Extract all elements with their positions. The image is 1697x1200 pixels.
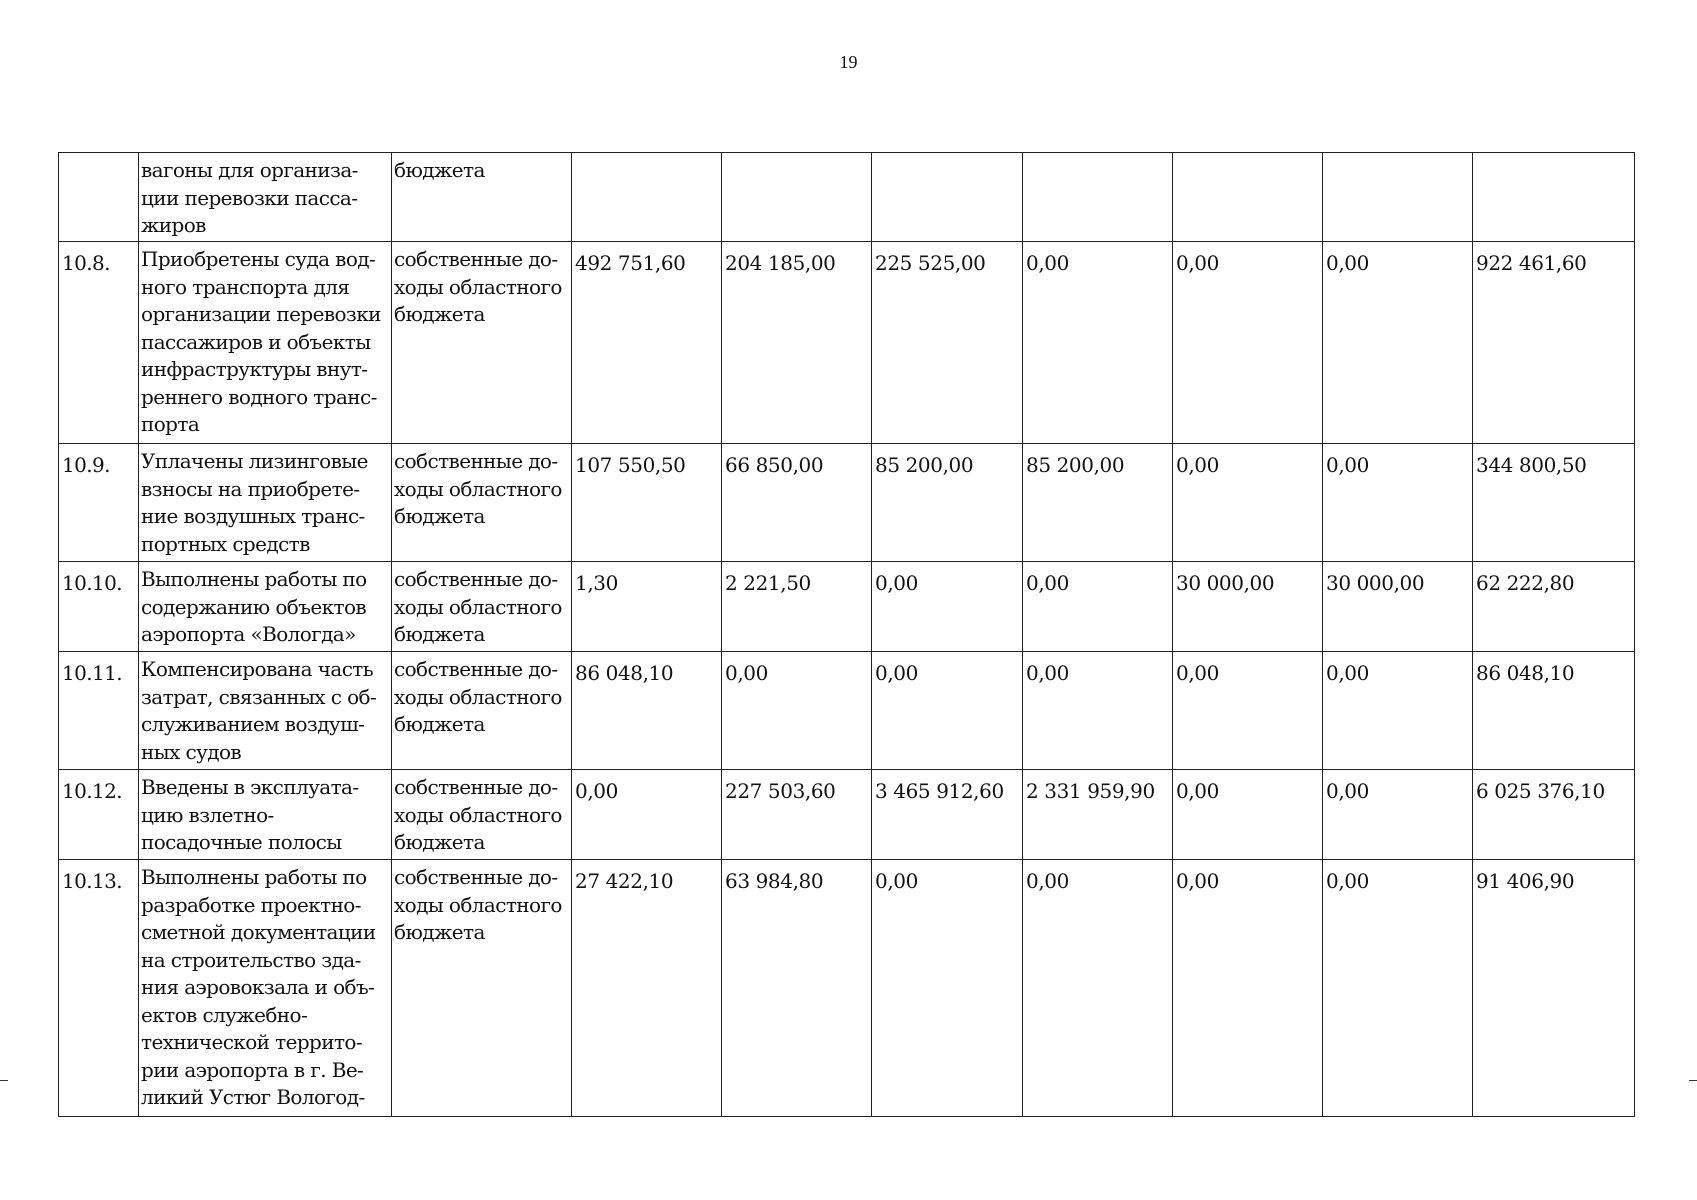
row-code-cell: 10.9. <box>59 444 139 562</box>
table-row <box>59 444 1635 562</box>
row-value-cell: 85 200,00 <box>1023 444 1173 562</box>
row-funding-source-cell: собственные до-ходы областного бюджета <box>392 562 572 652</box>
row-value-cell: 91 406,90 <box>1473 860 1635 1117</box>
table-row <box>59 652 1635 770</box>
row-value-cell <box>1323 153 1473 242</box>
row-value-cell: 0,00 <box>872 562 1023 652</box>
table-row <box>59 770 1635 860</box>
row-funding-source-cell: бюджета <box>392 153 572 242</box>
row-value-cell: 0,00 <box>872 652 1023 770</box>
row-code-cell: 10.8. <box>59 242 139 444</box>
row-value-cell: 0,00 <box>1023 562 1173 652</box>
table-body <box>59 153 1635 1117</box>
row-value-cell: 0,00 <box>1323 652 1473 770</box>
row-value-cell: 2 331 959,90 <box>1023 770 1173 860</box>
row-value-cell <box>572 153 722 242</box>
row-value-cell: 227 503,60 <box>722 770 872 860</box>
row-value-cell <box>1023 153 1173 242</box>
row-value-cell: 30 000,00 <box>1323 562 1473 652</box>
row-value-cell: 0,00 <box>722 652 872 770</box>
row-value-cell: 344 800,50 <box>1473 444 1635 562</box>
right-edge-mark <box>1689 1080 1697 1081</box>
row-description-cell: Выполнены работы по разработке проектно-сметной документации на строительство зда-ния аэровокзала и объ-ектов служебно-технической террито-рии аэропорта в г. Ве-ликий Устюг Вологод- <box>139 860 392 1117</box>
row-value-cell: 1,30 <box>572 562 722 652</box>
row-value-cell: 62 222,80 <box>1473 562 1635 652</box>
row-code-cell: 10.10. <box>59 562 139 652</box>
page-number: 19 <box>839 52 858 72</box>
table-row <box>59 242 1635 444</box>
row-code-cell <box>59 153 139 242</box>
row-value-cell: 66 850,00 <box>722 444 872 562</box>
row-value-cell: 0,00 <box>1023 242 1173 444</box>
row-value-cell: 2 221,50 <box>722 562 872 652</box>
row-funding-source-cell: собственные до-ходы областного бюджета <box>392 652 572 770</box>
table-row <box>59 562 1635 652</box>
row-code-cell: 10.11. <box>59 652 139 770</box>
row-value-cell: 225 525,00 <box>872 242 1023 444</box>
row-value-cell: 0,00 <box>1173 242 1323 444</box>
row-value-cell: 0,00 <box>1173 652 1323 770</box>
row-description-cell: Уплачены лизинговые взносы на приобрете-ние воздушных транс-портных средств <box>139 444 392 562</box>
table-row <box>59 860 1635 1117</box>
row-value-cell <box>872 153 1023 242</box>
row-value-cell: 63 984,80 <box>722 860 872 1117</box>
row-description-cell: Введены в эксплуата-цию взлетно-посадочные полосы <box>139 770 392 860</box>
row-value-cell: 0,00 <box>1023 860 1173 1117</box>
row-value-cell: 0,00 <box>1323 860 1473 1117</box>
row-value-cell: 27 422,10 <box>572 860 722 1117</box>
row-value-cell: 0,00 <box>1323 444 1473 562</box>
row-value-cell: 86 048,10 <box>1473 652 1635 770</box>
row-value-cell: 0,00 <box>1023 652 1173 770</box>
table-row <box>59 153 1635 242</box>
row-code-cell: 10.12. <box>59 770 139 860</box>
left-edge-mark <box>0 1080 8 1081</box>
row-value-cell: 6 025 376,10 <box>1473 770 1635 860</box>
row-funding-source-cell: собственные до-ходы областного бюджета <box>392 242 572 444</box>
row-value-cell: 492 751,60 <box>572 242 722 444</box>
row-value-cell: 0,00 <box>572 770 722 860</box>
row-value-cell <box>722 153 872 242</box>
row-value-cell: 922 461,60 <box>1473 242 1635 444</box>
row-description-cell: вагоны для организа-ции перевозки пасса-жиров <box>139 153 392 242</box>
row-funding-source-cell: собственные до-ходы областного бюджета <box>392 860 572 1117</box>
row-funding-source-cell: собственные до-ходы областного бюджета <box>392 770 572 860</box>
row-value-cell: 30 000,00 <box>1173 562 1323 652</box>
row-code-cell: 10.13. <box>59 860 139 1117</box>
row-value-cell <box>1173 153 1323 242</box>
row-funding-source-cell: собственные до-ходы областного бюджета <box>392 444 572 562</box>
row-value-cell: 0,00 <box>1323 770 1473 860</box>
budget-table <box>58 152 1635 1117</box>
row-value-cell: 0,00 <box>1173 444 1323 562</box>
row-description-cell: Приобретены суда вод-ного транспорта для организации перевозки пассажиров и объекты инфраструктуры внут-реннего водного транс-порта <box>139 242 392 444</box>
row-value-cell <box>1473 153 1635 242</box>
row-value-cell: 3 465 912,60 <box>872 770 1023 860</box>
row-value-cell: 204 185,00 <box>722 242 872 444</box>
row-description-cell: Компенсирована часть затрат, связанных с об-служиванием воздуш-ных судов <box>139 652 392 770</box>
row-value-cell: 86 048,10 <box>572 652 722 770</box>
row-value-cell: 0,00 <box>1173 770 1323 860</box>
row-value-cell: 0,00 <box>872 860 1023 1117</box>
row-value-cell: 107 550,50 <box>572 444 722 562</box>
row-value-cell: 85 200,00 <box>872 444 1023 562</box>
row-description-cell: Выполнены работы по содержанию объектов аэропорта «Вологда» <box>139 562 392 652</box>
row-value-cell: 0,00 <box>1173 860 1323 1117</box>
row-value-cell: 0,00 <box>1323 242 1473 444</box>
